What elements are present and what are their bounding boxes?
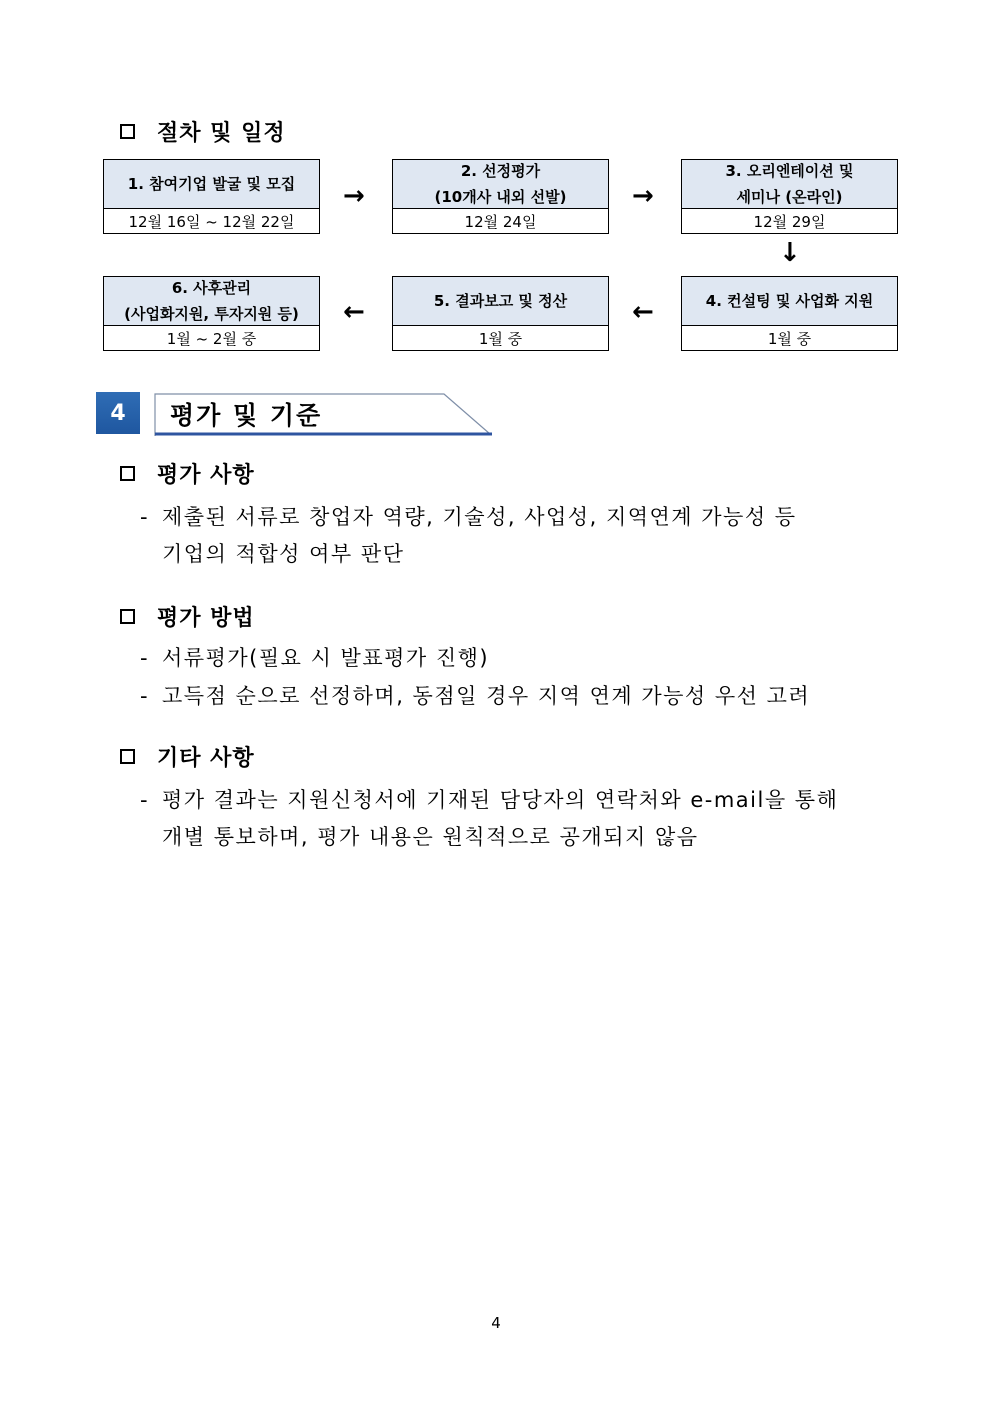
checkbox-square-icon <box>120 124 135 139</box>
section-title-banner <box>154 392 494 438</box>
criteria-line-1 <box>140 499 797 535</box>
other-heading-text: 기타 사항 <box>157 746 255 771</box>
step-date: 12월 29일 <box>753 213 826 231</box>
step-date: 12월 24일 <box>464 213 537 231</box>
criteria-heading <box>120 458 255 489</box>
method-heading <box>120 601 255 632</box>
step-title: 3. 오리엔테이션 및 세미나 (온라인) <box>682 160 897 209</box>
dash-bullet: - <box>140 646 150 670</box>
arrow-left-icon: ← <box>343 297 365 327</box>
step-5 <box>392 276 609 351</box>
step-title: 5. 결과보고 및 정산 <box>393 277 608 326</box>
step-3 <box>681 159 898 234</box>
step-2 <box>392 159 609 234</box>
procedure-heading-text: 절차 및 일정 <box>157 121 286 146</box>
arrow-down-icon: ↓ <box>779 238 801 268</box>
dash-bullet: - <box>140 505 150 529</box>
arrow-right-icon: → <box>632 181 654 211</box>
page-number: 4 <box>491 1314 501 1332</box>
dash-bullet: - <box>140 788 150 812</box>
criteria-line-2: 기업의 적합성 여부 판단 <box>162 542 405 566</box>
step-date: 1월 중 <box>478 330 523 348</box>
step-4 <box>681 276 898 351</box>
other-line-2: 개별 통보하며, 평가 내용은 원칙적으로 공개되지 않음 <box>162 825 699 849</box>
method-line-2 <box>140 678 810 714</box>
other-text-1: 평가 결과는 지원신청서에 기재된 담당자의 연락처와 e-mail을 통해 <box>162 788 839 812</box>
checkbox-square-icon <box>120 749 135 764</box>
other-line-1 <box>140 782 838 818</box>
method-text-2: 고득점 순으로 선정하며, 동점일 경우 지역 연계 가능성 우선 고려 <box>162 684 811 708</box>
step-date: 12월 16일 ~ 12월 22일 <box>128 213 295 231</box>
criteria-text-1: 제출된 서류로 창업자 역량, 기술성, 사업성, 지역연계 가능성 등 <box>162 505 797 529</box>
method-line-1 <box>140 640 489 676</box>
method-heading-text: 평가 방법 <box>157 606 255 631</box>
other-heading <box>120 741 255 772</box>
step-title: 4. 컨설팅 및 사업화 지원 <box>682 277 897 326</box>
step-title: 6. 사후관리 (사업화지원, 투자지원 등) <box>104 277 319 326</box>
checkbox-square-icon <box>120 609 135 624</box>
step-6 <box>103 276 320 351</box>
section-title: 평가 및 기준 <box>170 401 323 430</box>
step-title: 1. 참여기업 발굴 및 모집 <box>104 160 319 209</box>
arrow-right-icon: → <box>343 181 365 211</box>
step-title: 2. 선정평가 (10개사 내외 선발) <box>393 160 608 209</box>
procedure-heading <box>120 116 286 147</box>
criteria-heading-text: 평가 사항 <box>157 463 255 488</box>
method-text-1: 서류평가(필요 시 발표평가 진행) <box>162 646 490 670</box>
section-number-badge: 4 <box>96 392 140 434</box>
step-date: 1월 ~ 2월 중 <box>166 330 257 348</box>
arrow-left-icon: ← <box>632 297 654 327</box>
step-date: 1월 중 <box>767 330 812 348</box>
dash-bullet: - <box>140 684 150 708</box>
checkbox-square-icon <box>120 466 135 481</box>
step-1 <box>103 159 320 234</box>
